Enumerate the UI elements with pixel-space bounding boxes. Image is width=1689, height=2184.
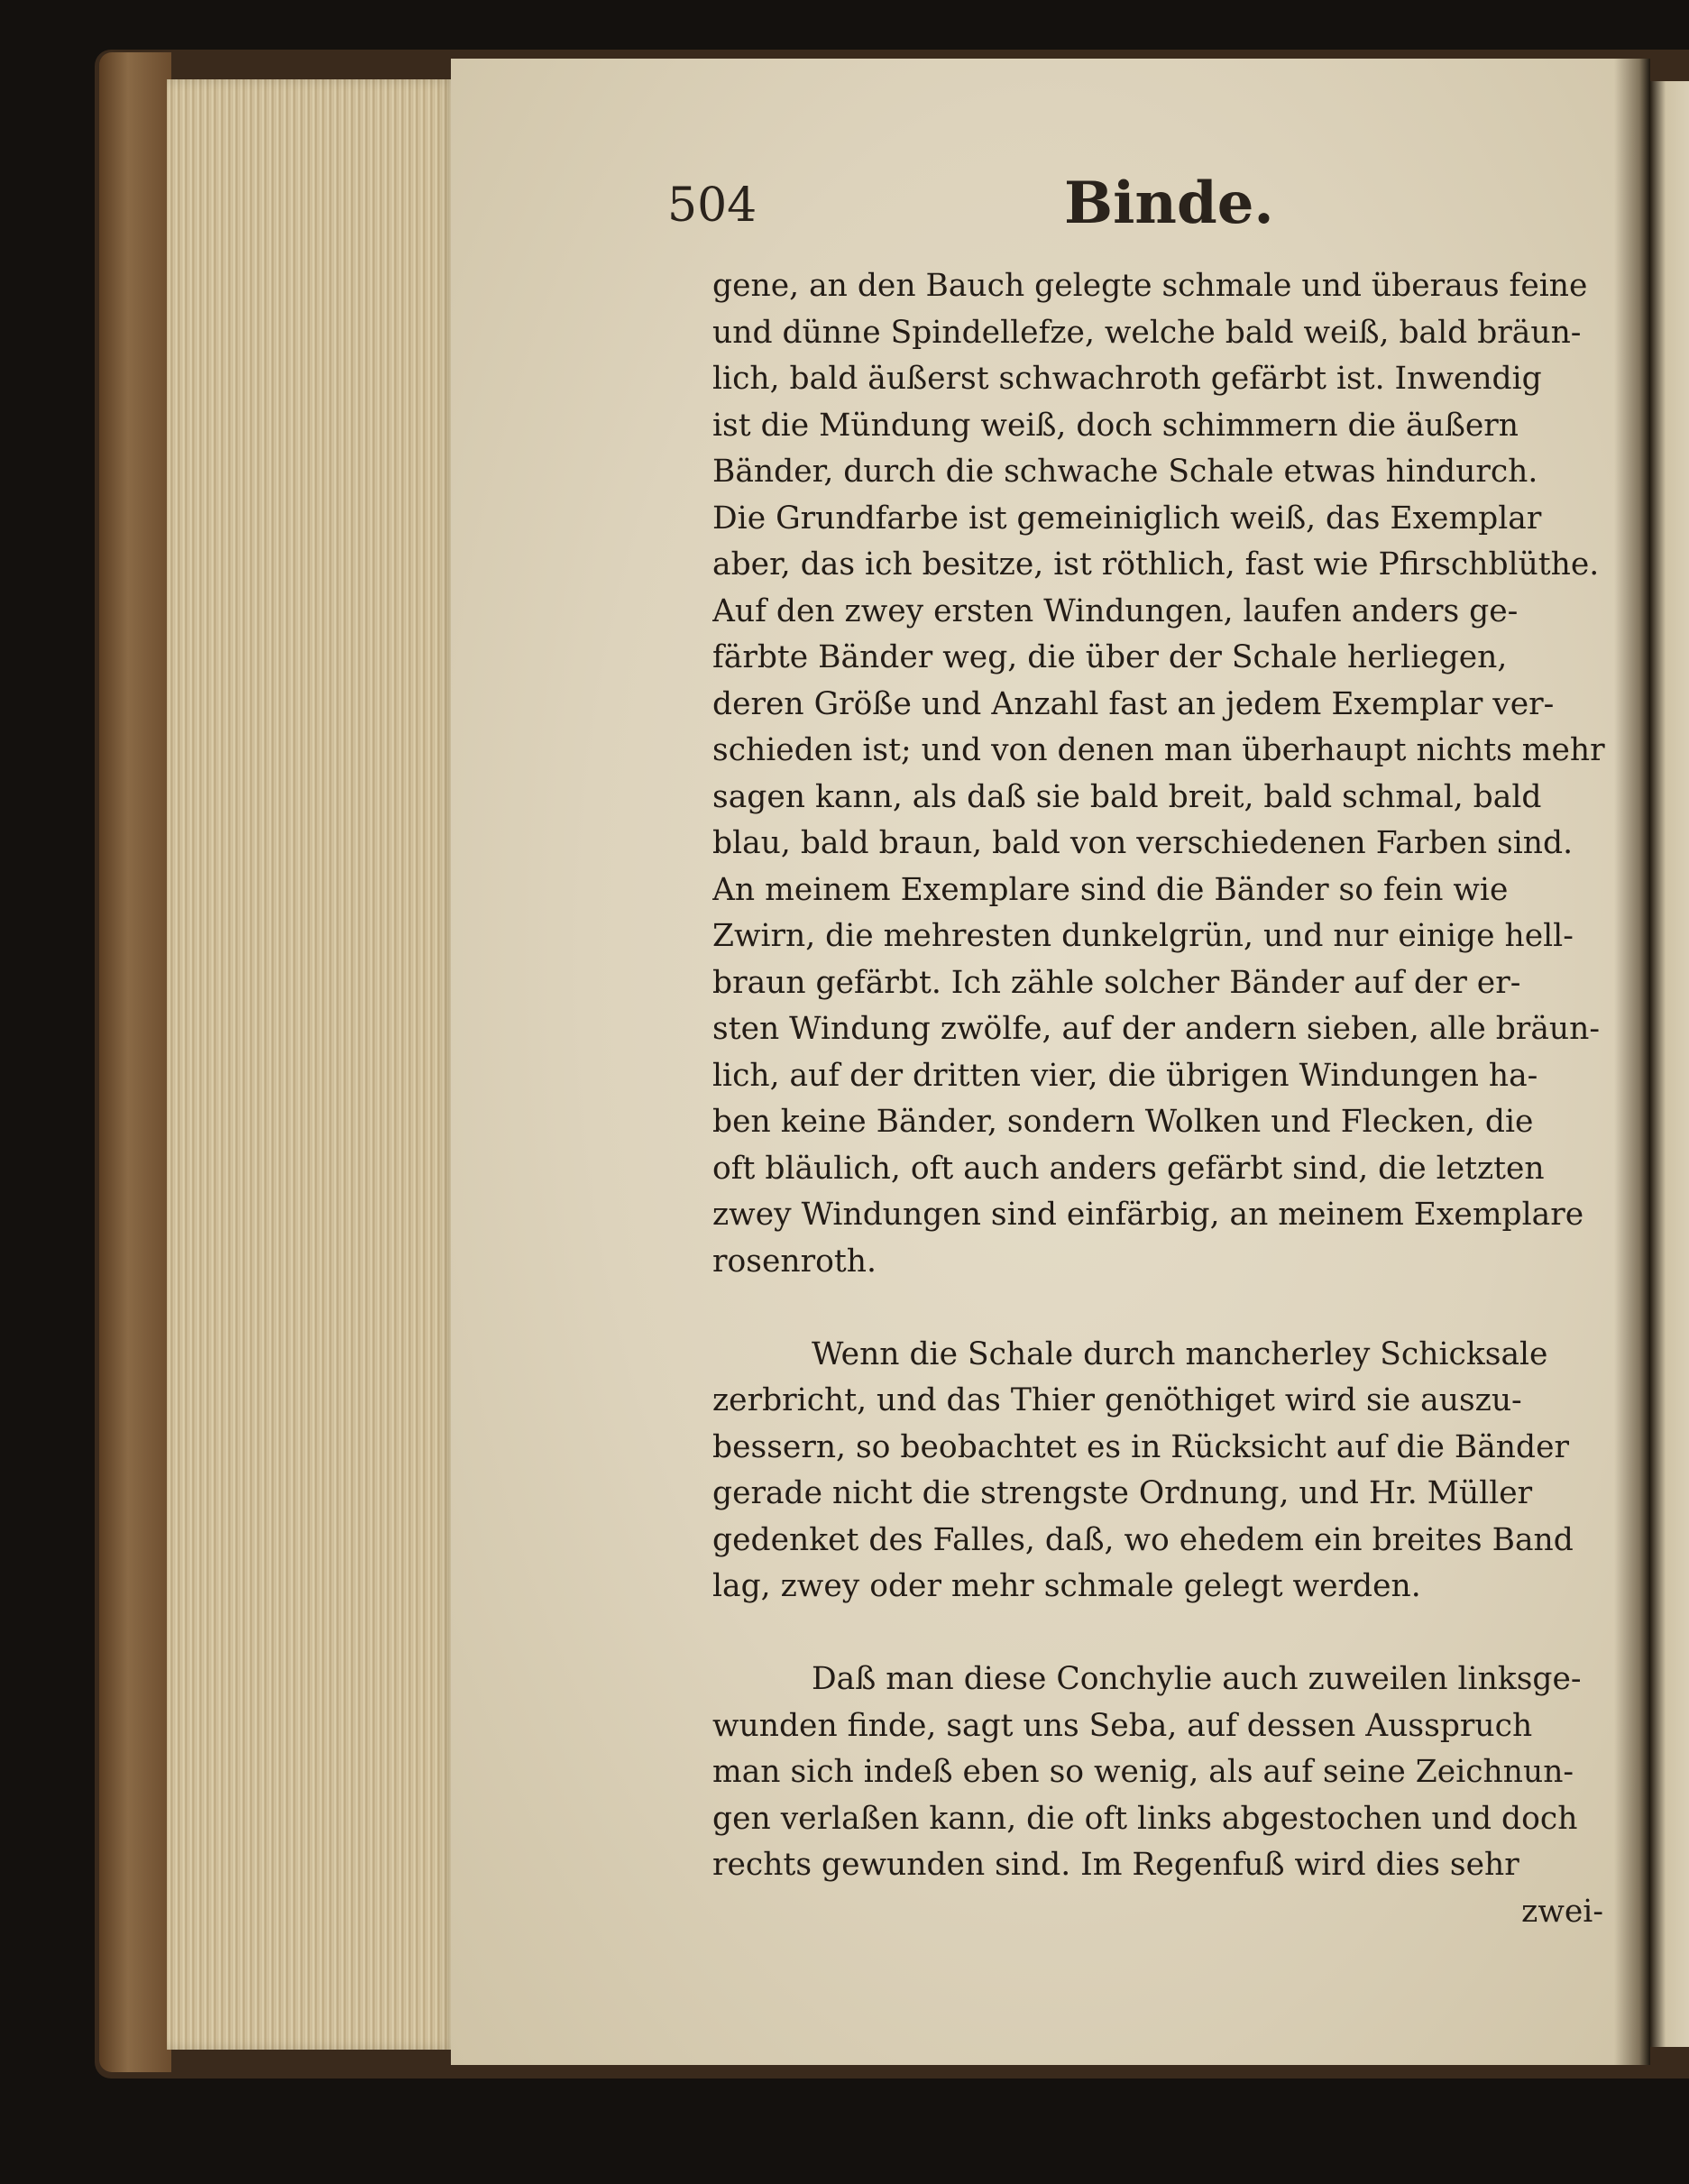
text-line: schieden ist; und von denen man überhaupt nichts mehr <box>712 732 1605 768</box>
text-line: färbte Bänder weg, die über der Schale herliegen, <box>712 639 1508 675</box>
text-line: ist die Mündung weiß, doch schimmern die äußern <box>712 407 1519 444</box>
text-line: lich, bald äußerst schwachroth gefärbt ist. Inwendig <box>712 361 1542 397</box>
text-line: lag, zwey oder mehr schmale gelegt werden. <box>712 1568 1421 1604</box>
text-line: blau, bald braun, bald von verschiedenen Farben sind. <box>712 825 1574 861</box>
text-line: und dünne Spindellefze, welche bald weiß, bald bräun- <box>712 314 1582 351</box>
page-header <box>667 170 1551 251</box>
page-number: 504 <box>667 179 757 233</box>
catchword: zwei- <box>1521 1893 1603 1930</box>
text-line: braun gefärbt. Ich zähle solcher Bänder auf der er- <box>712 964 1521 1001</box>
page-stack-edge <box>167 79 455 2050</box>
text-line: Daß man diese Conchylie auch zuweilen linksge- <box>812 1661 1582 1697</box>
text-line: gene, an den Bauch gelegte schmale und überaus feine <box>712 268 1588 304</box>
running-head: Binde. <box>1064 170 1274 237</box>
text-line: oft bläulich, oft auch anders gefärbt sind, die letzten <box>712 1150 1545 1187</box>
text-line: Wenn die Schale durch mancherley Schicksale <box>812 1335 1548 1372</box>
text-line: zerbricht, und das Thier genöthiget wird sie auszu- <box>712 1382 1522 1418</box>
text-line: gen verlaßen kann, die oft links abgestochen und doch <box>712 1800 1578 1837</box>
page-gutter <box>1614 59 1650 2065</box>
text-line: Zwirn, die mehresten dunkelgrün, und nur einige hell- <box>712 918 1574 954</box>
text-line: ben keine Bänder, sondern Wolken und Flecken, die <box>712 1104 1534 1140</box>
text-line: gerade nicht die strengste Ordnung, und Hr. Müller <box>712 1475 1533 1511</box>
body-text <box>712 263 1612 1935</box>
text-line: An meinem Exemplare sind die Bänder so fein wie <box>712 871 1509 908</box>
text-line: rosenroth. <box>712 1243 877 1280</box>
text-line: man sich indeß eben so wenig, als auf seine Zeichnun- <box>712 1754 1574 1790</box>
text-line: Auf den zwey ersten Windungen, laufen anders ge- <box>712 592 1519 629</box>
text-line: bessern, so beobachtet es in Rücksicht auf die Bänder <box>712 1428 1569 1465</box>
text-line: sten Windung zwölfe, auf der andern sieben, alle bräun- <box>712 1011 1601 1047</box>
text-line: gedenket des Falles, daß, wo ehedem ein breites Band <box>712 1521 1574 1558</box>
text-line: zwey Windungen sind einfärbig, an meinem Exemplare <box>712 1197 1584 1233</box>
facing-page-edge <box>1650 81 1689 2047</box>
text-line: deren Größe und Anzahl fast an jedem Exemplar ver- <box>712 685 1555 722</box>
text-line: wunden finde, sagt uns Seba, auf dessen Ausspruch <box>712 1707 1533 1744</box>
text-line: lich, auf der dritten vier, die übrigen Windungen ha- <box>712 1057 1538 1094</box>
text-line: rechts gewunden sind. Im Regenfuß wird dies sehr <box>712 1847 1519 1883</box>
text-line: sagen kann, als daß sie bald breit, bald schmal, bald <box>712 778 1542 815</box>
paragraph-gap <box>712 1285 1612 1332</box>
paragraph-gap <box>712 1610 1612 1657</box>
text-line: Die Grundfarbe ist gemeiniglich weiß, das Exemplar <box>712 500 1542 537</box>
text-line: Bänder, durch die schwache Schale etwas hindurch. <box>712 454 1538 490</box>
book-cover-edge <box>99 52 171 2072</box>
text-line: aber, das ich besitze, ist röthlich, fast wie Pfirschblüthe. <box>712 546 1600 583</box>
